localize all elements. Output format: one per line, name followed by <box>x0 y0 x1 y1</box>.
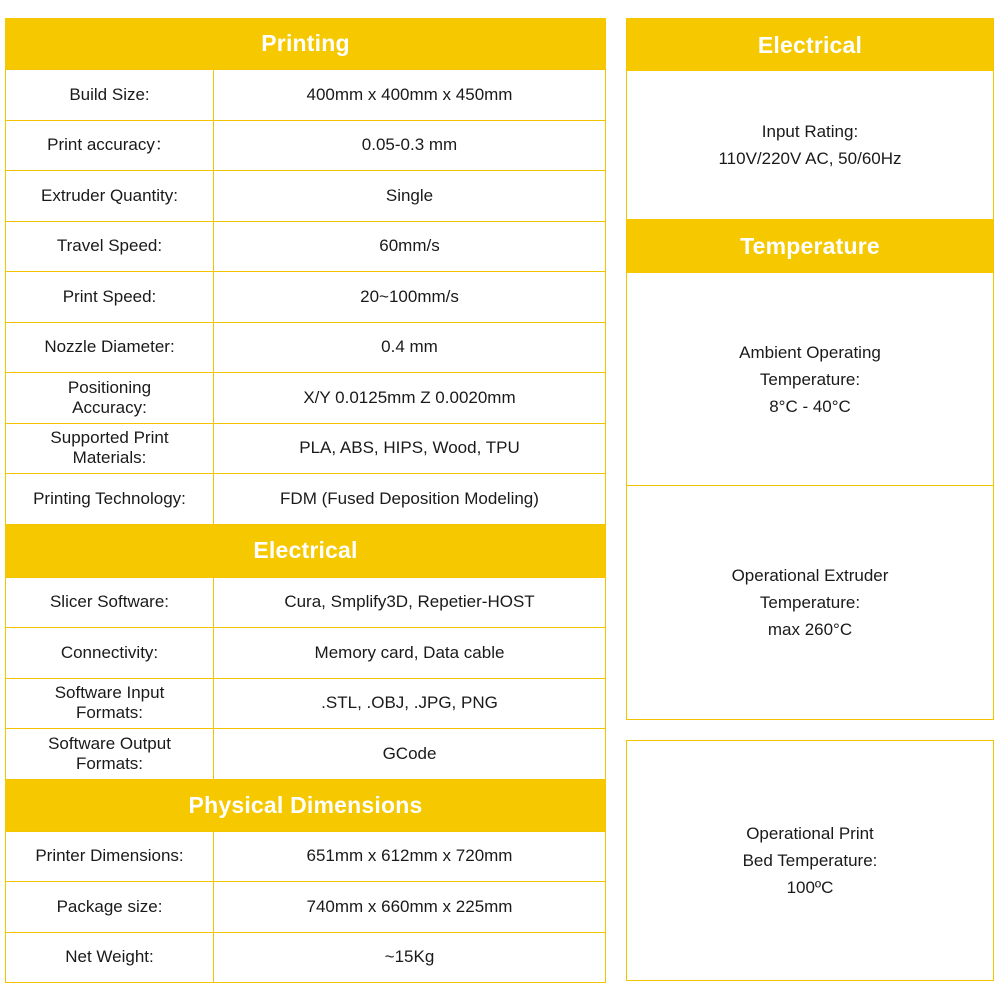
table-row <box>6 577 606 628</box>
row-value: X/Y 0.0125mm Z 0.0020mm <box>214 373 606 424</box>
row-value: GCode <box>214 729 606 780</box>
ambient-temperature-text: Ambient Operating Temperature: 8°C - 40°C <box>739 342 881 416</box>
electrical-table <box>5 577 606 780</box>
temperature-header: Temperature <box>627 219 993 273</box>
row-label: Software Input Formats: <box>6 678 214 729</box>
row-value: 651mm x 612mm x 720mm <box>214 831 606 882</box>
row-value: 740mm x 660mm x 225mm <box>214 882 606 933</box>
row-label: Connectivity: <box>6 628 214 679</box>
row-value: Memory card, Data cable <box>214 628 606 679</box>
table-row <box>6 474 606 525</box>
left-spec-panel <box>5 18 606 983</box>
bed-temperature-text: Operational Print Bed Temperature: 100ºC <box>742 824 878 897</box>
table-row <box>6 272 606 323</box>
row-label: Supported Print Materials: <box>6 423 214 474</box>
row-value: Single <box>214 171 606 222</box>
table-row <box>6 678 606 729</box>
row-label: Travel Speed: <box>6 221 214 272</box>
electrical-header: Electrical <box>5 525 606 577</box>
row-value: 60mm/s <box>214 221 606 272</box>
row-label: Printing Technology: <box>6 474 214 525</box>
table-row <box>6 882 606 933</box>
row-label: Positioning Accuracy: <box>6 373 214 424</box>
row-value: 400mm x 400mm x 450mm <box>214 70 606 121</box>
row-label: Package size: <box>6 882 214 933</box>
table-row <box>6 221 606 272</box>
table-row <box>6 628 606 679</box>
row-label: Printer Dimensions: <box>6 831 214 882</box>
electrical-header-right: Electrical <box>627 19 993 71</box>
physical-dimensions-header: Physical Dimensions <box>5 780 606 831</box>
row-value: 0.05-0.3 mm <box>214 120 606 171</box>
row-label: Software Output Formats: <box>6 729 214 780</box>
row-label: Print accuracy： <box>6 120 214 171</box>
row-label: Slicer Software: <box>6 577 214 628</box>
physical-dimensions-table <box>5 831 606 984</box>
printing-table <box>5 69 606 525</box>
row-value: 20~100mm/s <box>214 272 606 323</box>
row-label: Nozzle Diameter: <box>6 322 214 373</box>
row-value: ~15Kg <box>214 932 606 983</box>
table-row <box>6 322 606 373</box>
table-row <box>6 373 606 424</box>
table-row <box>6 171 606 222</box>
printing-header: Printing <box>5 18 606 69</box>
input-rating-text: Input Rating: 110V/220V AC, 50/60Hz <box>718 122 902 168</box>
row-value: PLA, ABS, HIPS, Wood, TPU <box>214 423 606 474</box>
bed-temperature-panel <box>626 740 994 981</box>
table-row <box>6 423 606 474</box>
row-label: Build Size: <box>6 70 214 121</box>
row-label: Print Speed: <box>6 272 214 323</box>
row-value: .STL, .OBJ, .JPG, PNG <box>214 678 606 729</box>
row-value: FDM (Fused Deposition Modeling) <box>214 474 606 525</box>
row-value: 0.4 mm <box>214 322 606 373</box>
row-value: Cura, Smplify3D, Repetier-HOST <box>214 577 606 628</box>
extruder-temperature-text: Operational Extruder Temperature: max 260°C <box>627 485 993 719</box>
row-label: Net Weight: <box>6 932 214 983</box>
table-row <box>6 70 606 121</box>
table-row <box>6 831 606 882</box>
table-row <box>6 120 606 171</box>
right-spec-panel <box>626 18 994 720</box>
row-label: Extruder Quantity: <box>6 171 214 222</box>
table-row <box>6 932 606 983</box>
table-row <box>6 729 606 780</box>
